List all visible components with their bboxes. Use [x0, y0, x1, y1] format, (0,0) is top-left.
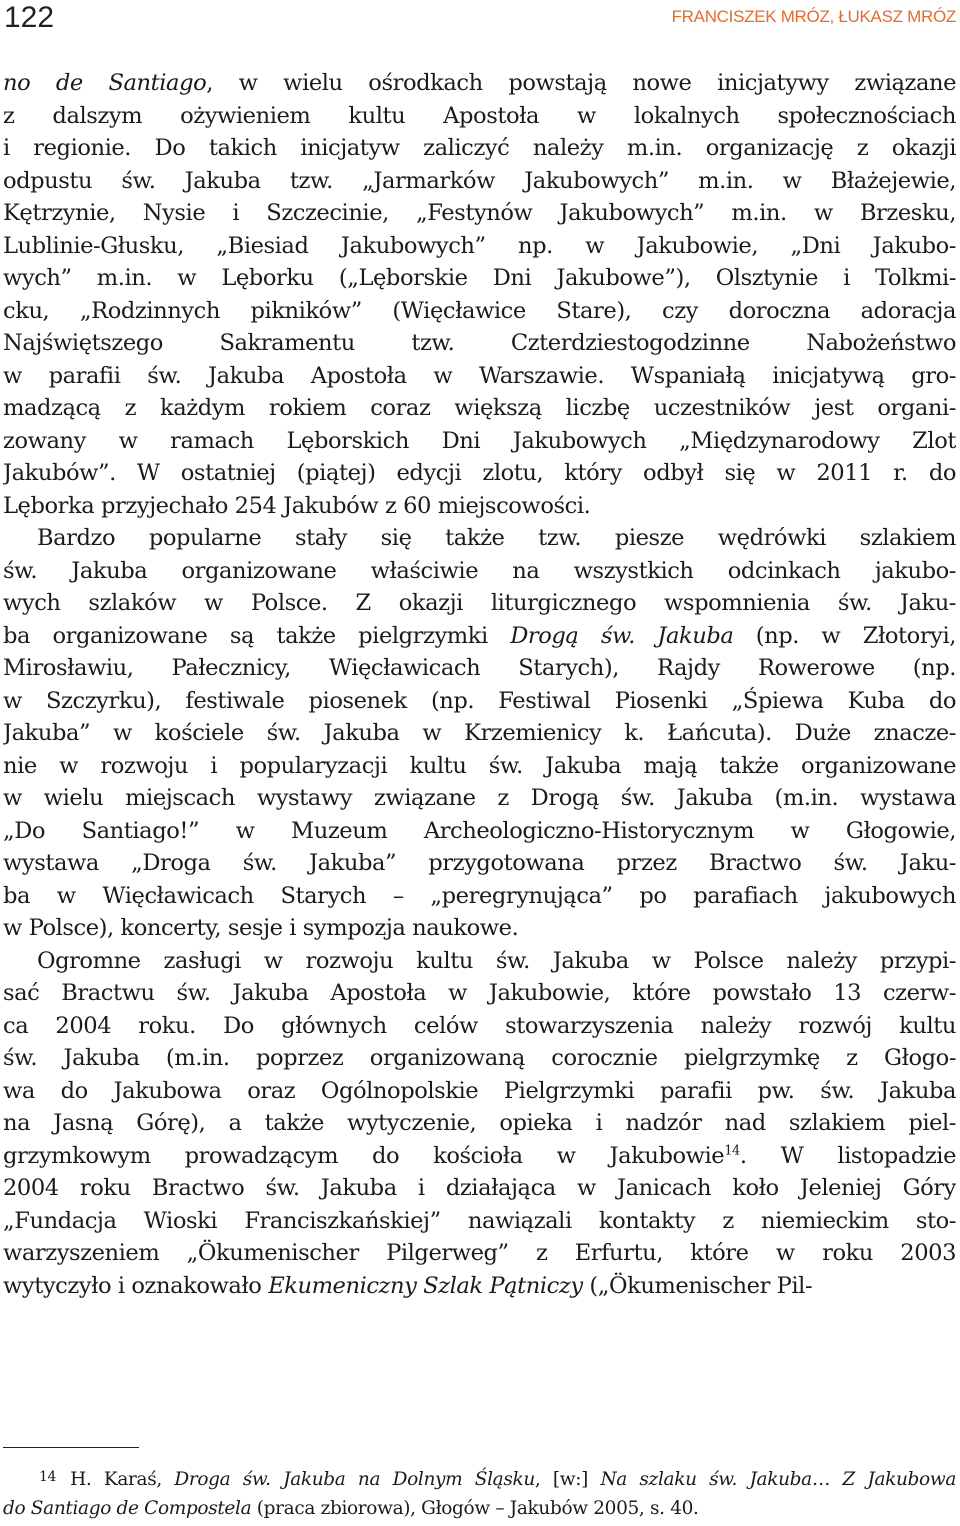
text-line: [3, 1042, 956, 1075]
text-segment: św. Jakuba organizowane właściwie na wszystkich odcinkach jakubo-: [3, 557, 956, 584]
footnote-reference: 14: [724, 1142, 740, 1158]
text-line: [3, 977, 956, 1010]
text-line: [3, 1075, 956, 1108]
text-line: [3, 1107, 956, 1140]
text-line: [3, 717, 956, 750]
text-segment: Mirosławiu, Pałecznicy, Więcławicach Starych), Rajdy Rowerowe (np.: [3, 655, 956, 681]
text-segment: w Polsce), koncerty, sesje i sympozja naukowe.: [3, 915, 519, 941]
text-line: [3, 197, 956, 230]
text-line: [3, 392, 956, 425]
page-header: [0, 0, 960, 46]
text-segment: wytyczyło i oznakowało: [3, 1272, 269, 1299]
italic-text: Na szlaku św. Jakuba… Z Jakubowa: [600, 1469, 956, 1490]
text-line: [3, 295, 956, 328]
text-line: [3, 262, 956, 295]
text-line: [3, 457, 956, 490]
text-line: [3, 782, 956, 815]
footnote-line: [3, 1462, 956, 1493]
text-line: [3, 67, 956, 100]
main-text-body: [3, 67, 956, 1302]
text-line: [3, 1270, 956, 1303]
text-segment: nie w rozwoju i popularyzacji kultu św. Jakuba mają także organizowane: [3, 752, 956, 779]
text-line: [3, 522, 956, 555]
text-segment: grzymkowym prowadzącym do kościoła w Jakubowie: [3, 1142, 725, 1169]
text-line: [3, 620, 956, 653]
text-line: [3, 165, 956, 198]
text-segment: 2004 roku Bractwo św. Jakuba i działająca w Janicach koło Jeleniej Góry: [3, 1175, 956, 1201]
text-segment: Jakuba” w kościele św. Jakuba w Krzemienicy k. Łańcuta). Duże znacze-: [3, 720, 956, 746]
text-line: [3, 587, 956, 620]
text-line: [3, 685, 956, 718]
text-segment: sać Bractwu św. Jakuba Apostoła w Jakubowie, które powstało 13 czerw-: [3, 980, 956, 1006]
text-segment: z dalszym ożywieniem kultu Apostoła w lokalnych społecznościach: [3, 102, 956, 129]
text-segment: św. Jakuba (m.in. poprzez organizowaną corocznie pielgrzymkę z Głogo-: [3, 1045, 956, 1071]
text-line: [3, 912, 956, 945]
text-segment: ba organizowane są także pielgrzymki: [3, 622, 511, 649]
text-segment: w parafii św. Jakuba Apostoła w Warszawie. Wspaniałą inicjatywą gro-: [3, 362, 956, 389]
italic-text: no de Santiago: [3, 70, 207, 96]
text-segment: warzyszeniem „Ökumenischer Pilgerweg” z Erfurtu, które w roku 2003: [3, 1240, 956, 1266]
text-segment: zowany w ramach Lęborskich Dni Jakubowych „Międzynarodowy Zlot: [3, 427, 956, 454]
text-line: [3, 360, 956, 393]
text-line: [3, 1140, 956, 1173]
text-segment: Jakubów”. W ostatniej (piątej) edycji zlotu, który odbył się w 2011 r. do: [3, 460, 956, 486]
text-segment: „Do Santiago!” w Muzeum Archeologiczno-Historycznym w Głogowie,: [3, 817, 956, 844]
text-line: [3, 555, 956, 588]
italic-text: Droga św. Jakuba na Dolnym Śląsku: [174, 1469, 535, 1490]
text-segment: , [w:]: [534, 1469, 601, 1490]
text-line: [3, 652, 956, 685]
text-segment: wystawa „Droga św. Jakuba” przygotowana przez Bractwo św. Jaku-: [3, 850, 956, 876]
text-segment: ca 2004 roku. Do głównych celów stowarzyszenia należy rozwój kultu: [3, 1012, 956, 1039]
text-segment: cku, „Rodzinnych pikników” (Więcławice Stare), czy doroczna adoracja: [3, 297, 956, 324]
running-head-authors: FRANCISZEK MRÓZ, ŁUKASZ MRÓZ: [671, 7, 956, 26]
text-line: [3, 100, 956, 133]
text-line: [3, 847, 956, 880]
text-segment: (np. w Złotoryi,: [733, 622, 956, 649]
italic-text: Ekumeniczny Szlak Pątniczy: [268, 1272, 583, 1299]
text-line: [3, 425, 956, 458]
text-segment: w Szczyrku), festiwale piosenek (np. Festiwal Piosenki „Śpiewa Kuba do: [3, 687, 956, 714]
italic-text: do Santiago de Compostela: [3, 1498, 252, 1519]
text-segment: (praca zbiorowa), Głogów – Jakubów 2005, s. 40.: [251, 1498, 699, 1519]
footnote-separator: [3, 1447, 139, 1448]
text-segment: w wielu miejscach wystawy związane z Drogą św. Jakuba (m.in. wystawa: [3, 785, 956, 811]
text-segment: Kętrzynie, Nysie i Szczecinie, „Festynów Jakubowych” m.in. w Brzesku,: [3, 200, 956, 226]
italic-text: Drogą św. Jakuba: [510, 622, 734, 649]
text-line: [3, 945, 956, 978]
footnote-number: 14: [39, 1469, 57, 1485]
text-line: [3, 327, 956, 360]
text-line: [3, 1010, 956, 1043]
text-segment: Ogromne zasługi w rozwoju kultu św. Jakuba w Polsce należy przypi-: [37, 947, 956, 974]
text-segment: i regionie. Do takich inicjatyw zaliczyć należy m.in. organizację z okazji: [3, 135, 956, 161]
text-segment: odpustu św. Jakuba tzw. „Jarmarków Jakubowych” m.in. w Błażejewie,: [3, 167, 956, 194]
text-line: [3, 1237, 956, 1270]
text-segment: („Ökumenischer Pil-: [582, 1272, 813, 1299]
text-segment: wych” m.in. w Lęborku („Lęborskie Dni Jakubowe”), Olsztynie i Tolkmi-: [3, 265, 956, 291]
text-segment: Lublinie-Głusku, „Biesiad Jakubowych” np. w Jakubowie, „Dni Jakubo-: [3, 232, 956, 259]
text-segment: madzącą z każdym rokiem coraz większą liczbę uczestników jest organi-: [3, 395, 956, 421]
text-line: [3, 132, 956, 165]
text-segment: na Jasną Górę), a także wytyczenie, opieka i nadzór nad szlakiem piel-: [3, 1110, 956, 1136]
text-segment: Bardzo popularne stały się także tzw. piesze wędrówki szlakiem: [37, 525, 956, 551]
text-segment: , w wielu ośrodkach powstają nowe inicjatywy związane: [206, 70, 956, 96]
text-segment: Lęborka przyjechało 254 Jakubów z 60 miejscowości.: [3, 492, 591, 519]
text-line: [3, 880, 956, 913]
text-line: [3, 815, 956, 848]
footnote-line: [3, 1493, 956, 1524]
footnotes: [3, 1462, 956, 1524]
text-line: [3, 750, 956, 783]
text-line: [3, 1172, 956, 1205]
page-number: 122: [4, 1, 55, 34]
text-line: [3, 490, 956, 523]
text-segment: H. Karaś,: [70, 1469, 175, 1490]
text-segment: ba w Więcławicach Starych – „peregrynująca” po parafiach jakubowych: [3, 882, 956, 909]
text-line: [3, 230, 956, 263]
text-segment: Najświętszego Sakramentu tzw. Czterdziestogodzinne Nabożeństwo: [3, 330, 956, 356]
text-segment: wych szlaków w Polsce. Z okazji liturgicznego wspomnienia św. Jaku-: [3, 590, 956, 616]
text-segment: „Fundacja Wioski Franciszkańskiej” nawiązali kontakty z niemieckim sto-: [3, 1207, 956, 1234]
text-segment: . W listopadzie: [739, 1142, 956, 1169]
text-segment: wa do Jakubowa oraz Ogólnopolskie Pielgrzymki parafii pw. św. Jakuba: [3, 1077, 956, 1104]
text-line: [3, 1205, 956, 1238]
